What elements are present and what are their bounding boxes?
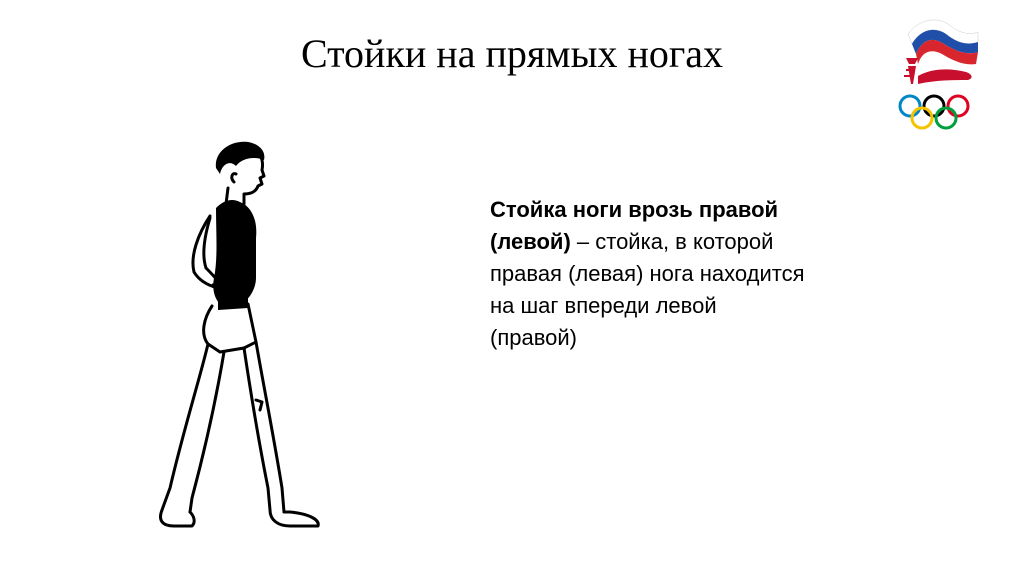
definition-term-part2: (левой) [490, 229, 571, 254]
definition-line-5: (правой) [490, 325, 578, 350]
standing-athlete-illustration [140, 138, 340, 536]
definition-line-4: на шаг впереди левой [490, 293, 717, 318]
definition-line-2 [490, 226, 910, 258]
slide-title: Стойки на прямых ногах [300, 31, 724, 76]
definition-line-3: правая (левая) нога находится [490, 261, 805, 286]
olympic-flag-logo [888, 14, 982, 136]
definition-line-1 [490, 194, 910, 226]
definition-term-part1: Стойка ноги врозь правой [490, 197, 779, 222]
definition-text-part2: – стойка, в которой [570, 229, 774, 254]
definition-block [490, 194, 910, 354]
